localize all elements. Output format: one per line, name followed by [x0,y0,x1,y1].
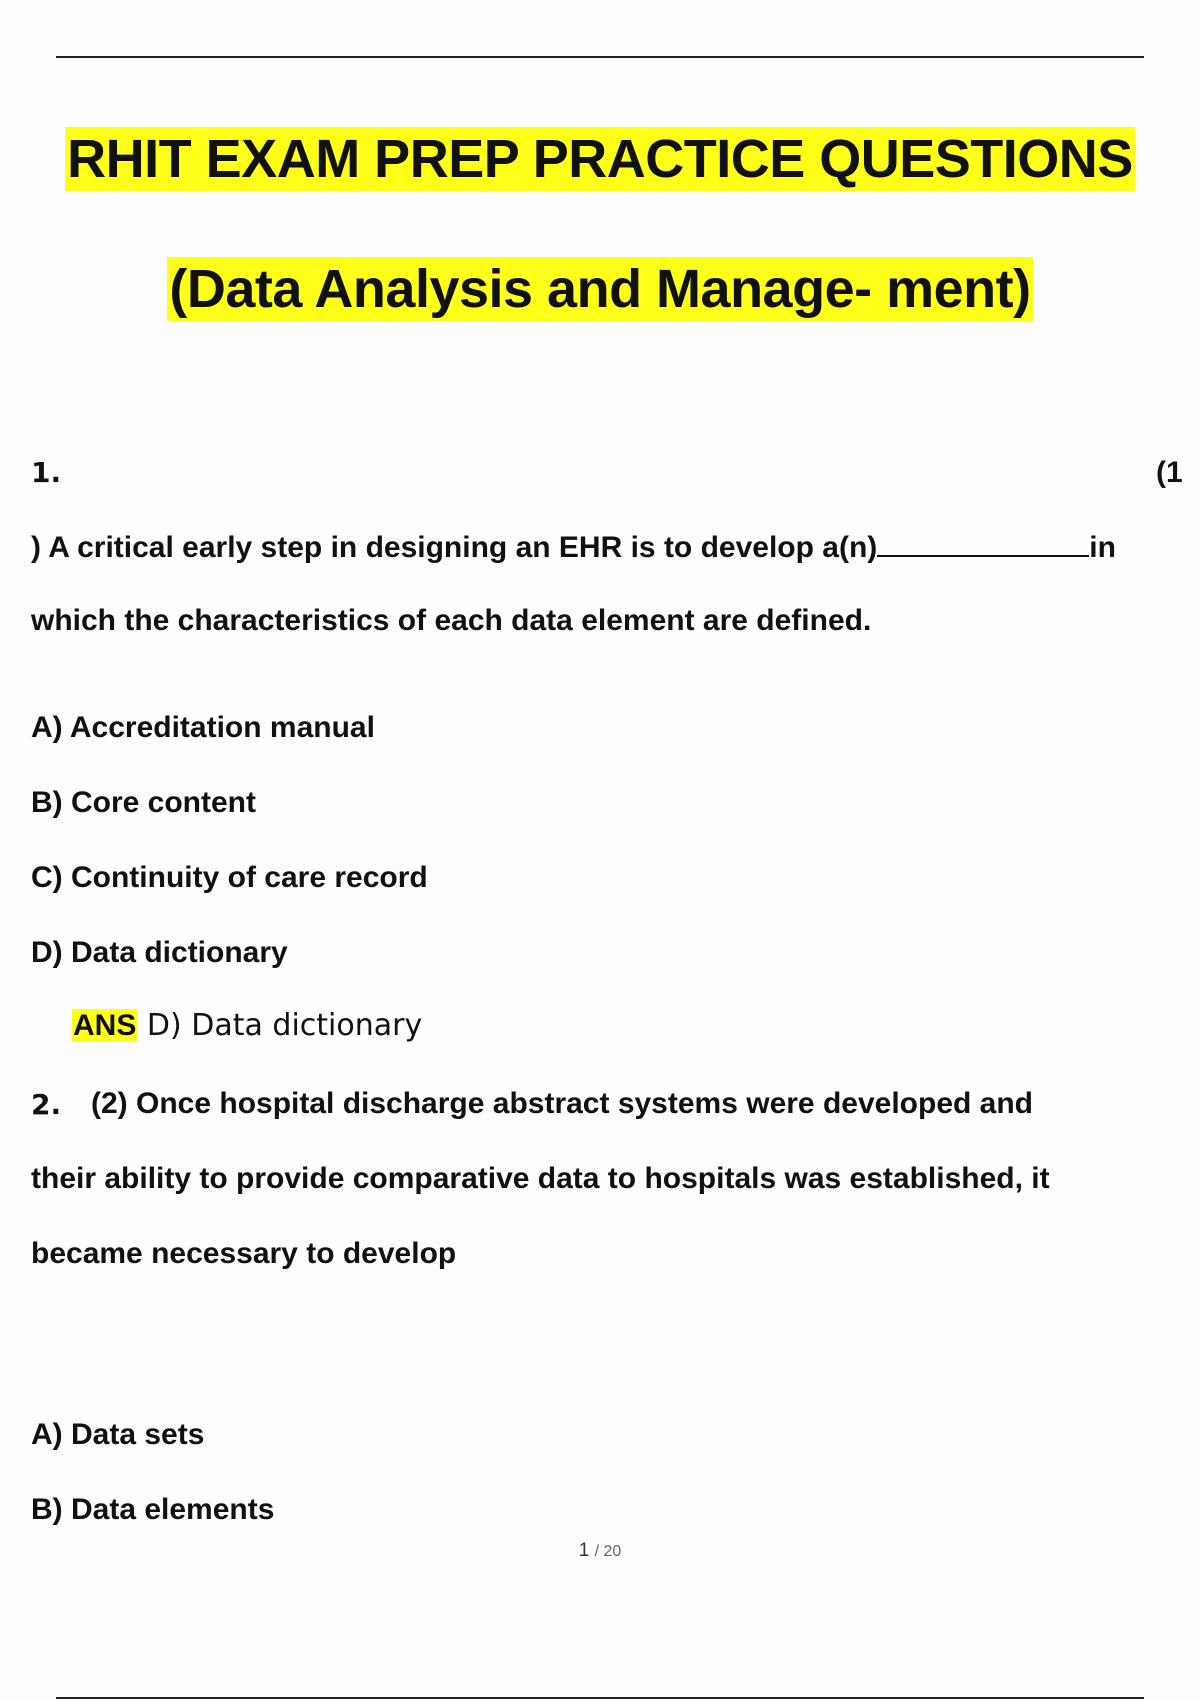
question-1-text-after-blank: in [1089,531,1116,564]
answer-text: D) Data dictionary [146,1008,423,1043]
question-1-option-d: D) Data dictionary [31,936,288,969]
question-1-text-before-blank: ) A critical early step in designing an EHR is to develop a(n) [31,531,878,564]
answer-blank [877,529,1089,557]
bottom-rule [56,1697,1144,1699]
question-2-option-a: A) Data sets [31,1418,205,1451]
question-2-line-3: became necessary to develop [31,1237,457,1270]
question-2-option-b: B) Data elements [31,1493,275,1526]
title-line-2: (Data Analysis and Manage- ment) [169,259,1031,319]
question-2-number: 2. [31,1088,62,1121]
page-number [0,1540,1200,1562]
question-1-number-suffix: (1 [1156,456,1183,489]
question-1-option-c: C) Continuity of care record [31,861,428,894]
title-line-1: RHIT EXAM PREP PRACTICE QUESTIONS [67,129,1133,189]
question-2-line-2: their ability to provide comparative data to hospitals was established, it [31,1162,1050,1195]
question-2-line-1: (2) Once hospital discharge abstract systems were developed and [91,1087,1033,1120]
document-subtitle [0,258,1200,320]
top-rule [56,56,1144,58]
question-1-answer [72,1008,422,1043]
question-1-option-b: B) Core content [31,786,256,819]
question-1-line-1 [31,529,1116,565]
question-1-option-a: A) Accreditation manual [31,711,375,744]
current-page: 1 [578,1540,590,1561]
question-1-number: 1. [31,456,62,489]
answer-label: ANS [73,1009,137,1042]
question-1-line-2: which the characteristics of each data element are defined. [31,604,872,637]
document-title [0,128,1200,190]
total-pages: / 20 [594,1543,622,1560]
